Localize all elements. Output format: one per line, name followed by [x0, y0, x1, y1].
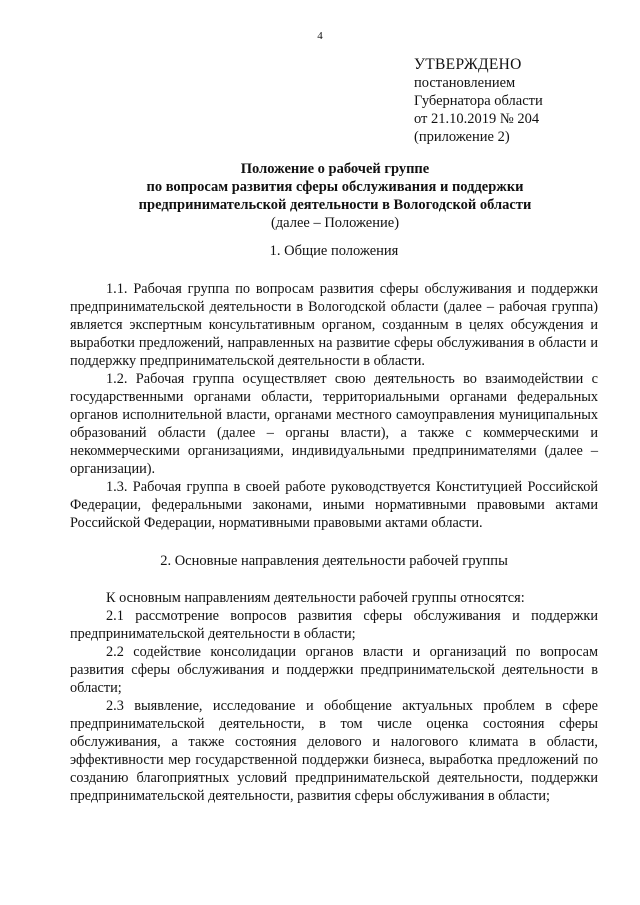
paragraph: 2.2 содействие консолидации органов власти и организаций по вопросам развития сферы обслуживания и поддержки предпринимательской деятельности в области; — [70, 644, 598, 696]
paragraph: 1.1. Рабочая группа по вопросам развития сферы обслуживания и поддержки предпринимательской деятельности в Вологодской области (далее – рабочая группа) является экспертным консультативным органом, созданным в целях обсуждения и выработки предложений, направленных на развитие сферы обслуживания в области и поддержку предпринимательской деятельности в области. — [70, 281, 598, 369]
document-body — [70, 242, 598, 805]
section-heading: 2. Основные направления деятельности рабочей группы — [160, 553, 508, 569]
title-line: предпринимательской деятельности в Вологодской области — [138, 197, 532, 213]
page-number: 4 — [317, 30, 323, 42]
approval-heading: УТВЕРЖДЕНО — [414, 56, 522, 73]
document-title — [70, 160, 600, 232]
section-heading: 1. Общие положения — [269, 243, 399, 259]
paragraph: 2.3 выявление, исследование и обобщение актуальных проблем в сфере предпринимательской деятельности, в том числе оценка состояния сферы обслуживания, а также состояния делового и налогового климата в области, эффективности мер государственной поддержки бизнеса, выработка предложений по созданию благоприятных условий предпринимательской деятельности, поддержки предпринимательской деятельности, развития сферы обслуживания в области; — [70, 698, 598, 804]
title-line: Положение о рабочей группе — [240, 161, 430, 177]
approval-line: (приложение 2) — [414, 129, 510, 145]
title-note: (далее – Положение) — [270, 215, 400, 231]
paragraph: 1.2. Рабочая группа осуществляет свою деятельность во взаимодействии с государственными органами области, территориальными органами федеральных органов исполнительной власти, органами местного самоуправления муниципальных образований области (далее – органы власти), а также с коммерческими и некоммерческими организациями, индивидуальными предпринимателями (далее – организации). — [70, 371, 598, 477]
paragraph: К основным направлениям деятельности рабочей группы относятся: — [106, 590, 525, 606]
approval-line: постановлением — [414, 75, 516, 91]
approval-stamp — [414, 56, 543, 146]
paragraph: 2.1 рассмотрение вопросов развития сферы обслуживания и поддержки предпринимательской деятельности в области; — [70, 608, 598, 642]
approval-line: от 21.10.2019 № 204 — [414, 111, 540, 127]
paragraph: 1.3. Рабочая группа в своей работе руководствуется Конституцией Российской Федерации, федеральными законами, иными нормативными правовыми актами Российской Федерации, нормативными правовыми актами области. — [70, 479, 598, 531]
title-line: по вопросам развития сферы обслуживания и поддержки — [146, 179, 524, 195]
approval-line: Губернатора области — [414, 93, 543, 109]
